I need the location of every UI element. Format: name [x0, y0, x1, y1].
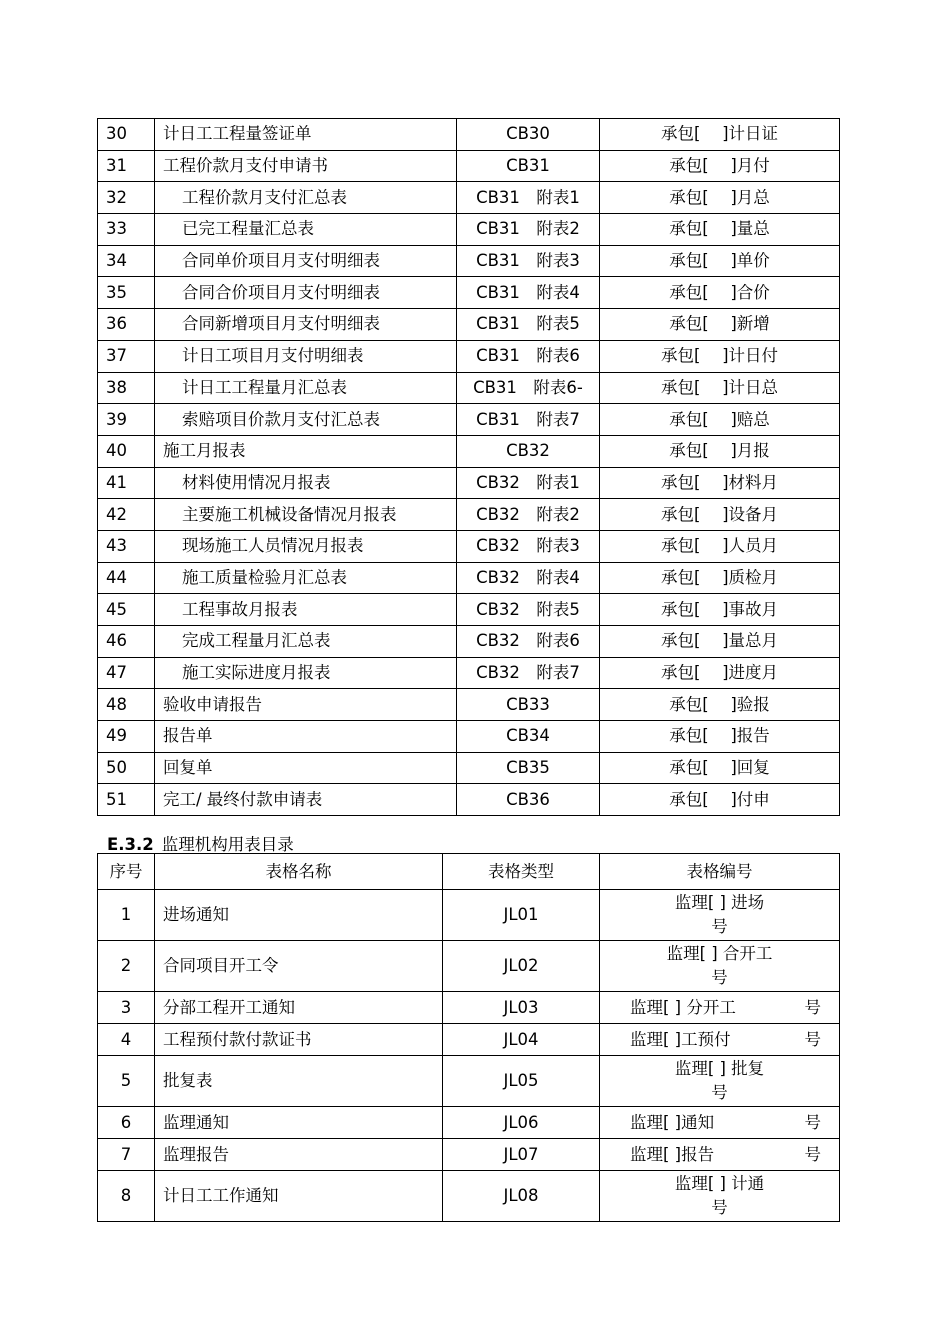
- form-name: 工程价款月支付申请书: [155, 150, 457, 182]
- form-code: 承包[ ]合价: [600, 277, 840, 309]
- form-name: 完成工程量月汇总表: [155, 626, 457, 658]
- table-row: [98, 657, 840, 689]
- form-code: [600, 992, 840, 1024]
- form-code: 承包[ ]量总月: [600, 626, 840, 658]
- form-code-suffix: 号: [711, 1198, 728, 1217]
- form-type: JL05: [443, 1056, 600, 1107]
- table-row: [98, 245, 840, 277]
- form-type: CB32 附表5: [457, 594, 600, 626]
- form-name: 工程预付款付款证书: [155, 1024, 443, 1056]
- form-code-suffix: 号: [804, 1112, 821, 1132]
- form-type: JL07: [443, 1139, 600, 1171]
- table-row: [98, 1056, 840, 1107]
- form-code-suffix: 号: [711, 1083, 728, 1102]
- table-row: [98, 309, 840, 341]
- row-number: 49: [98, 721, 155, 753]
- form-type: CB31 附表2: [457, 214, 600, 246]
- table-row: [98, 1107, 840, 1139]
- form-type: CB36: [457, 784, 600, 816]
- row-number: 50: [98, 752, 155, 784]
- form-code-main: 监理[ ]通知: [630, 1112, 715, 1132]
- table-row: [98, 992, 840, 1024]
- table-row: [98, 1171, 840, 1222]
- table-row: [98, 182, 840, 214]
- form-code: 承包[ ]事故月: [600, 594, 840, 626]
- row-number: 42: [98, 499, 155, 531]
- header-cell: 表格编号: [600, 854, 840, 890]
- form-code: 承包[ ]计日付: [600, 340, 840, 372]
- form-name: 合同单价项目月支付明细表: [155, 245, 457, 277]
- form-name: 回复单: [155, 752, 457, 784]
- form-name: 批复表: [155, 1056, 443, 1107]
- form-code-main: 监理[ ] 进场: [674, 893, 765, 912]
- form-code-main: 监理[ ] 合开工: [666, 944, 773, 963]
- form-type: CB31 附表5: [457, 309, 600, 341]
- row-number: 45: [98, 594, 155, 626]
- form-code: 承包[ ]设备月: [600, 499, 840, 531]
- table-row: [98, 277, 840, 309]
- form-code: [600, 1024, 840, 1056]
- row-number: 3: [98, 992, 155, 1024]
- form-code: 承包[ ]月付: [600, 150, 840, 182]
- form-code: 承包[ ]质检月: [600, 562, 840, 594]
- table-row: [98, 340, 840, 372]
- form-type: CB32: [457, 435, 600, 467]
- form-code: 承包[ ]月报: [600, 435, 840, 467]
- form-name: 施工月报表: [155, 435, 457, 467]
- forms-catalog-table-supervision: [97, 853, 840, 1222]
- form-code: 承包[ ]新增: [600, 309, 840, 341]
- row-number: 34: [98, 245, 155, 277]
- form-code: 承包[ ]回复: [600, 752, 840, 784]
- table-row: [98, 1024, 840, 1056]
- form-name: 合同项目开工令: [155, 941, 443, 992]
- table-row: [98, 689, 840, 721]
- header-cell: 表格名称: [155, 854, 443, 890]
- row-number: 37: [98, 340, 155, 372]
- form-name: 完工/ 最终付款申请表: [155, 784, 457, 816]
- form-name: 计日工项目月支付明细表: [155, 340, 457, 372]
- row-number: 38: [98, 372, 155, 404]
- table-row: [98, 562, 840, 594]
- form-code: [600, 1056, 840, 1107]
- row-number: 46: [98, 626, 155, 658]
- form-type: CB32 附表2: [457, 499, 600, 531]
- form-name: 索赔项目价款月支付汇总表: [155, 404, 457, 436]
- forms-catalog-table-contractor: [97, 118, 840, 816]
- form-name: 材料使用情况月报表: [155, 467, 457, 499]
- form-name: 主要施工机械设备情况月报表: [155, 499, 457, 531]
- form-code-suffix: 号: [804, 1144, 821, 1164]
- form-name: 施工实际进度月报表: [155, 657, 457, 689]
- table-row: [98, 530, 840, 562]
- form-name: 施工质量检验月汇总表: [155, 562, 457, 594]
- row-number: 51: [98, 784, 155, 816]
- row-number: 47: [98, 657, 155, 689]
- form-type: CB31 附表7: [457, 404, 600, 436]
- form-type: CB32 附表3: [457, 530, 600, 562]
- form-code: 承包[ ]验报: [600, 689, 840, 721]
- row-number: 30: [98, 119, 155, 151]
- form-type: CB32 附表7: [457, 657, 600, 689]
- form-name: 验收申请报告: [155, 689, 457, 721]
- form-type: JL08: [443, 1171, 600, 1222]
- form-name: 监理通知: [155, 1107, 443, 1139]
- form-type: CB30: [457, 119, 600, 151]
- form-code: [600, 1107, 840, 1139]
- header-cell: 表格类型: [443, 854, 600, 890]
- form-name: 进场通知: [155, 890, 443, 941]
- form-code-main: 监理[ ] 批复: [674, 1059, 765, 1078]
- form-type: CB34: [457, 721, 600, 753]
- table-header-row: [98, 854, 840, 890]
- table-row: [98, 467, 840, 499]
- row-number: 40: [98, 435, 155, 467]
- row-number: 2: [98, 941, 155, 992]
- section-heading: [107, 831, 294, 855]
- form-type: CB32 附表6: [457, 626, 600, 658]
- form-code-suffix: 号: [804, 997, 821, 1017]
- row-number: 39: [98, 404, 155, 436]
- form-type: CB31: [457, 150, 600, 182]
- form-type: CB31 附表4: [457, 277, 600, 309]
- table-row: [98, 721, 840, 753]
- form-name: 合同新增项目月支付明细表: [155, 309, 457, 341]
- form-code-suffix: 号: [711, 968, 728, 987]
- row-number: 31: [98, 150, 155, 182]
- form-code: 承包[ ]月总: [600, 182, 840, 214]
- table-row: [98, 890, 840, 941]
- form-code: 承包[ ]进度月: [600, 657, 840, 689]
- form-type: CB32 附表4: [457, 562, 600, 594]
- form-type: CB31 附表6: [457, 340, 600, 372]
- table-row: [98, 941, 840, 992]
- form-code: 承包[ ]人员月: [600, 530, 840, 562]
- row-number: 6: [98, 1107, 155, 1139]
- form-type: CB35: [457, 752, 600, 784]
- form-code: [600, 890, 840, 941]
- row-number: 44: [98, 562, 155, 594]
- table-row: [98, 404, 840, 436]
- section-number: E.3.2: [107, 835, 154, 854]
- form-type: CB33: [457, 689, 600, 721]
- row-number: 48: [98, 689, 155, 721]
- form-type: JL01: [443, 890, 600, 941]
- form-code-main: 监理[ ] 计通: [674, 1174, 765, 1193]
- row-number: 33: [98, 214, 155, 246]
- row-number: 36: [98, 309, 155, 341]
- row-number: 5: [98, 1056, 155, 1107]
- form-code: 承包[ ]计日总: [600, 372, 840, 404]
- table-row: [98, 150, 840, 182]
- form-code-suffix: 号: [711, 917, 728, 936]
- form-code: 承包[ ]付申: [600, 784, 840, 816]
- form-name: 计日工工程量签证单: [155, 119, 457, 151]
- form-type: CB31 附表1: [457, 182, 600, 214]
- table-row: [98, 1139, 840, 1171]
- form-type: JL02: [443, 941, 600, 992]
- form-code: [600, 941, 840, 992]
- form-type: JL04: [443, 1024, 600, 1056]
- form-name: 工程事故月报表: [155, 594, 457, 626]
- form-type: CB31 附表3: [457, 245, 600, 277]
- table-row: [98, 119, 840, 151]
- form-code: 承包[ ]报告: [600, 721, 840, 753]
- table-row: [98, 784, 840, 816]
- row-number: 1: [98, 890, 155, 941]
- form-type: JL03: [443, 992, 600, 1024]
- form-name: 报告单: [155, 721, 457, 753]
- form-code: [600, 1139, 840, 1171]
- form-name: 计日工工作通知: [155, 1171, 443, 1222]
- table-row: [98, 752, 840, 784]
- row-number: 32: [98, 182, 155, 214]
- form-code: [600, 1171, 840, 1222]
- form-type: CB31 附表6-: [457, 372, 600, 404]
- form-code: 承包[ ]单价: [600, 245, 840, 277]
- form-code-suffix: 号: [804, 1029, 821, 1049]
- table-row: [98, 499, 840, 531]
- form-code-main: 监理[ ] 分开工: [630, 997, 736, 1017]
- form-name: 计日工工程量月汇总表: [155, 372, 457, 404]
- form-code: 承包[ ]材料月: [600, 467, 840, 499]
- form-name: 监理报告: [155, 1139, 443, 1171]
- form-code: 承包[ ]赔总: [600, 404, 840, 436]
- form-code: 承包[ ]量总: [600, 214, 840, 246]
- form-name: 合同合价项目月支付明细表: [155, 277, 457, 309]
- section-title: 监理机构用表目录: [161, 835, 294, 854]
- table-row: [98, 626, 840, 658]
- table-row: [98, 594, 840, 626]
- form-code-main: 监理[ ]工预付: [630, 1029, 731, 1049]
- row-number: 8: [98, 1171, 155, 1222]
- form-code-main: 监理[ ]报告: [630, 1144, 715, 1164]
- table-row: [98, 214, 840, 246]
- form-name: 已完工程量汇总表: [155, 214, 457, 246]
- row-number: 4: [98, 1024, 155, 1056]
- form-name: 工程价款月支付汇总表: [155, 182, 457, 214]
- row-number: 41: [98, 467, 155, 499]
- form-type: JL06: [443, 1107, 600, 1139]
- table-row: [98, 372, 840, 404]
- table-row: [98, 435, 840, 467]
- form-name: 现场施工人员情况月报表: [155, 530, 457, 562]
- form-code: 承包[ ]计日证: [600, 119, 840, 151]
- header-cell: 序号: [98, 854, 155, 890]
- row-number: 43: [98, 530, 155, 562]
- row-number: 7: [98, 1139, 155, 1171]
- row-number: 35: [98, 277, 155, 309]
- form-name: 分部工程开工通知: [155, 992, 443, 1024]
- form-type: CB32 附表1: [457, 467, 600, 499]
